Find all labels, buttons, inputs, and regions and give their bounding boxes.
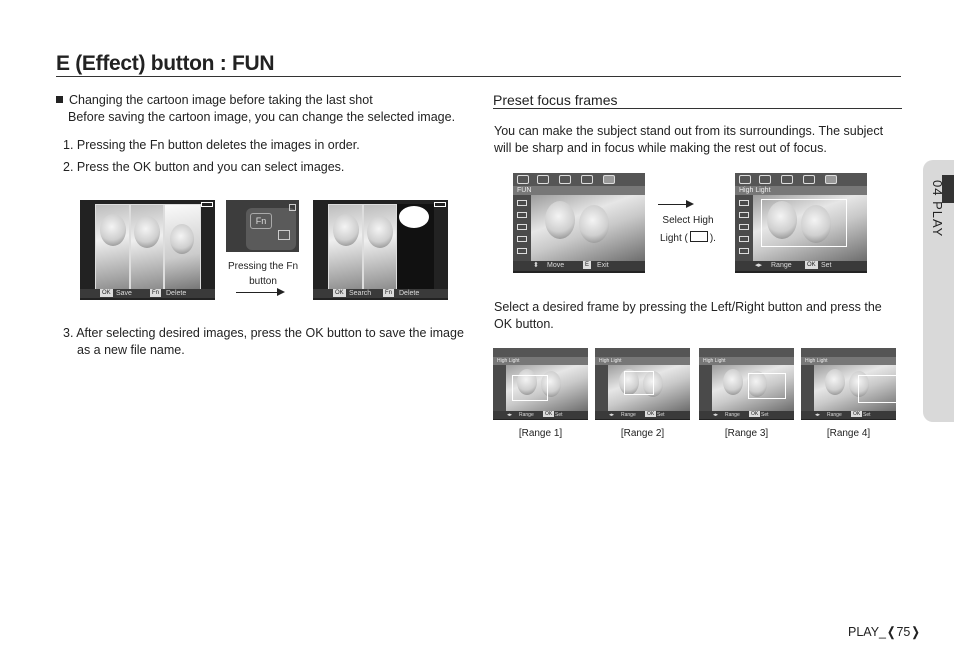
option-column bbox=[513, 195, 531, 261]
focus-frame bbox=[858, 375, 896, 403]
menu-label: High Light bbox=[805, 358, 828, 364]
screen-bottom-bar: ◂▸ Range OK Set bbox=[699, 411, 794, 419]
step-3-line-2: as a new file name. bbox=[77, 343, 185, 357]
updown-icon: ⬍ bbox=[533, 262, 539, 269]
arrow-right-icon bbox=[277, 288, 285, 296]
battery-icon bbox=[434, 202, 446, 207]
leftright-icon: ◂▸ bbox=[755, 262, 763, 269]
range-screen bbox=[801, 348, 896, 420]
arrow-line bbox=[236, 292, 278, 293]
menu-icon-bar bbox=[513, 173, 645, 186]
range-caption: [Range 1] bbox=[518, 428, 563, 439]
intro-line-2: will be sharp and in focus while making the rest out of focus. bbox=[494, 141, 827, 155]
focus-frame-icon bbox=[690, 231, 708, 242]
option-column bbox=[493, 365, 506, 411]
step-3: 3. After selecting desired images, press the OK button to save the image bbox=[63, 326, 464, 340]
page-title: E (Effect) button : FUN bbox=[56, 52, 275, 75]
menu-icon-bar bbox=[801, 348, 896, 357]
chapter-tab-label: 04 PLAY bbox=[930, 180, 945, 238]
option-column bbox=[735, 195, 753, 261]
range-screen bbox=[493, 348, 588, 420]
intro-line-1: You can make the subject stand out from its surroundings. The subject bbox=[494, 124, 884, 138]
focus-frame bbox=[624, 371, 654, 395]
screen-bottom-bar: ◂▸ Range OK Set bbox=[735, 261, 867, 271]
screen-bottom-bar: ◂▸ Range OK Set bbox=[801, 411, 896, 419]
bullet-line bbox=[56, 92, 373, 109]
option-column bbox=[595, 365, 608, 411]
cartoon-screen-save bbox=[80, 200, 215, 300]
select-caption: Select High Light ( ). bbox=[660, 215, 716, 244]
cartoon-screen-search bbox=[313, 200, 448, 300]
fn-caption: Pressing the Fn button bbox=[227, 261, 299, 287]
highlight-menu-screen bbox=[735, 173, 867, 273]
grid-icon bbox=[278, 230, 290, 240]
range-screen bbox=[699, 348, 794, 420]
delete-icon bbox=[289, 204, 296, 211]
option-column bbox=[699, 365, 712, 411]
leftright-icon: ◂▸ bbox=[609, 412, 615, 418]
screen-bottom-bar: OK Search Fn Delete bbox=[313, 289, 448, 298]
menu-label: FUN bbox=[517, 187, 532, 194]
bullet-line-2: Before saving the cartoon image, you can change the selected image. bbox=[68, 110, 456, 124]
screen-bottom-bar: OK Save Fn Delete bbox=[80, 289, 215, 298]
focus-frame bbox=[748, 373, 786, 399]
menu-icon-bar bbox=[595, 348, 690, 357]
menu-label: High Light bbox=[599, 358, 622, 364]
step-2: 2. Press the OK button and you can select images. bbox=[63, 160, 345, 174]
menu-label: High Light bbox=[739, 187, 771, 194]
arrow-right-icon bbox=[686, 200, 694, 208]
menu-icon-bar bbox=[699, 348, 794, 357]
menu-icon-bar bbox=[493, 348, 588, 357]
leftright-icon: ◂▸ bbox=[815, 412, 821, 418]
section-rule bbox=[493, 108, 902, 109]
speech-bubble bbox=[399, 206, 429, 228]
screen-bottom-bar: ⬍ Move E Exit bbox=[513, 261, 645, 271]
focus-frame bbox=[512, 375, 548, 401]
bullet-square-icon bbox=[56, 96, 63, 103]
camera-closeup bbox=[226, 200, 299, 252]
para-line-1: Select a desired frame by pressing the Left/Right button and press the bbox=[494, 300, 882, 314]
battery-icon bbox=[201, 202, 213, 207]
menu-icon-bar bbox=[735, 173, 867, 186]
leftright-icon: ◂▸ bbox=[713, 412, 719, 418]
range-caption: [Range 3] bbox=[724, 428, 769, 439]
range-caption: [Range 2] bbox=[620, 428, 665, 439]
screen-bottom-bar: ◂▸ Range OK Set bbox=[595, 411, 690, 419]
menu-label: High Light bbox=[703, 358, 726, 364]
fn-button[interactable]: Fn bbox=[250, 213, 272, 229]
fun-menu-screen bbox=[513, 173, 645, 273]
page-number: 75 bbox=[896, 625, 911, 639]
section-title: Preset focus frames bbox=[493, 92, 618, 108]
para-line-2: OK button. bbox=[494, 317, 554, 331]
screen-bottom-bar: ◂▸ Range OK Set bbox=[493, 411, 588, 419]
page-footer: PLAY_❬75❭ bbox=[848, 625, 921, 639]
leftright-icon: ◂▸ bbox=[507, 412, 513, 418]
bullet-text: Changing the cartoon image before taking the last shot bbox=[69, 93, 373, 107]
title-rule bbox=[56, 76, 901, 77]
range-screen bbox=[595, 348, 690, 420]
focus-frame bbox=[761, 199, 847, 247]
step-1: 1. Pressing the Fn button deletes the images in order. bbox=[63, 138, 360, 152]
menu-label: High Light bbox=[497, 358, 520, 364]
option-column bbox=[801, 365, 814, 411]
range-caption: [Range 4] bbox=[826, 428, 871, 439]
